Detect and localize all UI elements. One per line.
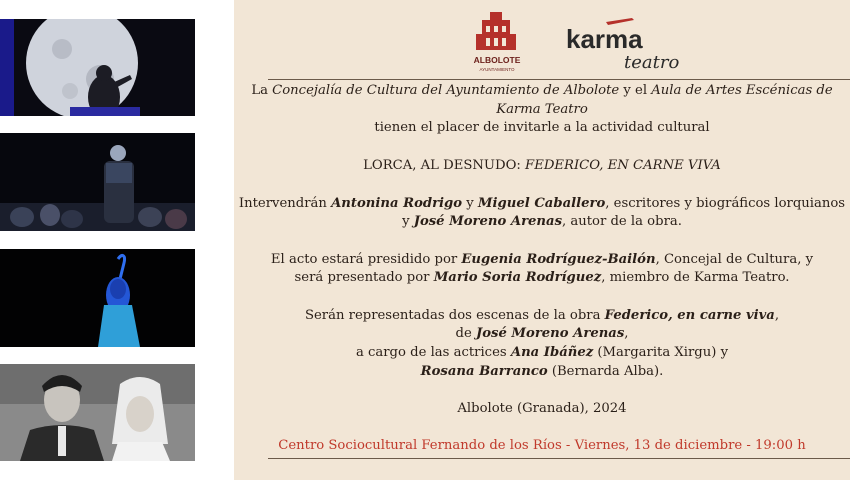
logos-graphic [234, 6, 850, 76]
albolote-name: ALBOLOTE [473, 55, 521, 65]
scenes-line-1: Serán representadas dos escenas de la obra Federico, en carne viva, [304, 308, 780, 323]
photo-moon-silhouette [0, 19, 195, 116]
presider-line-2: será presentado por Mario Soria Rodríguez, miembro de Karma Teatro. [294, 270, 790, 285]
scenes-line-2: de José Moreno Arenas, [455, 326, 629, 341]
photo-bw-portrait [0, 364, 195, 461]
top-divider [268, 79, 850, 80]
speakers-line-1: Intervendrán Antonina Rodrigo y Miguel Caballero, escritores y biográficos lorquianos [238, 196, 846, 211]
photo-stage-actor [0, 133, 195, 231]
intro-line-1: La Concejalía de Cultura del Ayuntamiento de Albolote y el Aula de Artes Escénicas de [251, 83, 833, 98]
invitation-card [234, 0, 850, 480]
karma-word: karma [566, 24, 643, 54]
photo-blue-figure [0, 249, 195, 347]
albolote-logo [476, 12, 516, 50]
teatro-word: teatro [624, 52, 680, 73]
venue-line: Centro Sociocultural Fernando de los Ríos - Viernes, 13 de diciembre - 19:00 h [278, 438, 806, 453]
presider-line-1: El acto estará presidido por Eugenia Rodríguez-Bailón, Concejal de Cultura, y [270, 252, 814, 267]
scenes-line-3: a cargo de las actrices Ana Ibáñez (Margarita Xirgu) y [355, 345, 729, 360]
bottom-divider [268, 458, 850, 459]
place-date: Albolote (Granada), 2024 [457, 401, 627, 416]
scenes-line-4: Rosana Barranco (Bernarda Alba). [420, 364, 664, 379]
logos-row [234, 6, 850, 76]
photo-column [0, 0, 234, 480]
speakers-line-2: y José Moreno Arenas, autor de la obra. [402, 214, 682, 229]
event-title: LORCA, AL DESNUDO: FEDERICO, EN CARNE VIVA [363, 158, 721, 173]
albolote-sub: AYUNTAMIENTO [479, 67, 515, 72]
intro-line-3: tienen el placer de invitarle a la actividad cultural [374, 120, 710, 135]
intro-line-2: Karma Teatro [496, 102, 588, 117]
